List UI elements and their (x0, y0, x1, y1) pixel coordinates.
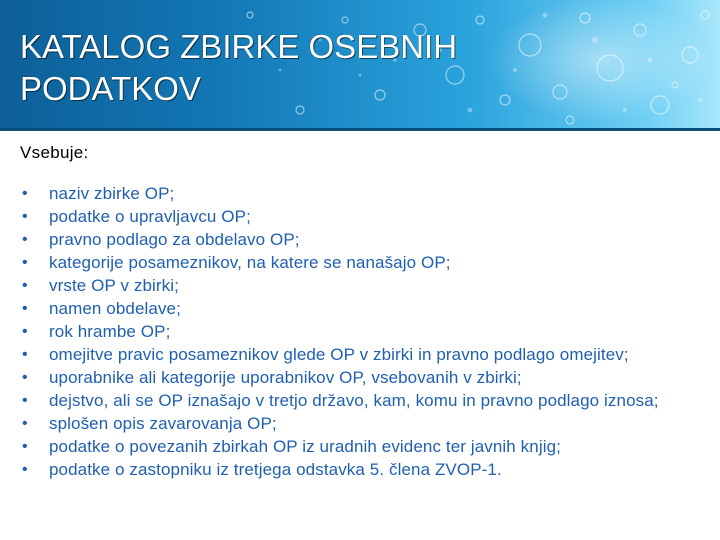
bullet-icon: • (22, 438, 28, 455)
intro-text: Vsebuje: (20, 143, 89, 162)
list-item-text: vrste OP v zbirki; (49, 276, 179, 295)
bullet-icon: • (22, 461, 28, 478)
list-item (22, 435, 702, 458)
slide-title-line1: KATALOG ZBIRKE OSEBNIH (20, 28, 458, 65)
header-banner (0, 0, 720, 131)
bullet-icon: • (22, 208, 28, 225)
bullet-icon: • (22, 185, 28, 202)
bullet-icon: • (22, 254, 28, 271)
list-item-text: naziv zbirke OP; (49, 184, 175, 203)
list-item-text: omejitve pravic posameznikov glede OP v zbirki in pravno podlago omejitev; (49, 345, 629, 364)
header-divider (0, 128, 720, 131)
slide-title (20, 26, 457, 110)
list-item (22, 412, 702, 435)
bullet-list (22, 182, 702, 481)
list-item-text: pravno podlago za obdelavo OP; (49, 230, 300, 249)
bullet-icon: • (22, 392, 28, 409)
list-item-text: namen obdelave; (49, 299, 181, 318)
bullet-icon: • (22, 369, 28, 386)
bullet-icon: • (22, 323, 28, 340)
bullet-icon: • (22, 346, 28, 363)
list-item-text: podatke o povezanih zbirkah OP iz uradnih evidenc ter javnih knjig; (49, 437, 561, 456)
list-item-text: dejstvo, ali se OP iznašajo v tretjo državo, kam, komu in pravno podlago iznosa; (49, 391, 659, 410)
bullet-icon: • (22, 415, 28, 432)
list-item-text: rok hrambe OP; (49, 322, 171, 341)
list-item (22, 297, 702, 320)
list-item (22, 182, 702, 205)
list-item (22, 458, 702, 481)
list-item (22, 251, 702, 274)
list-item (22, 366, 702, 389)
bullet-icon: • (22, 231, 28, 248)
list-item-text: kategorije posameznikov, na katere se nanašajo OP; (49, 253, 451, 272)
list-item (22, 228, 702, 251)
list-item-text: uporabnike ali kategorije uporabnikov OP, vsebovanih v zbirki; (49, 368, 522, 387)
list-item-text: splošen opis zavarovanja OP; (49, 414, 277, 433)
list-item (22, 320, 702, 343)
bullet-icon: • (22, 277, 28, 294)
bullet-icon: • (22, 300, 28, 317)
list-item (22, 274, 702, 297)
list-item-text: podatke o upravljavcu OP; (49, 207, 251, 226)
list-item (22, 389, 702, 412)
list-item (22, 205, 702, 228)
list-item (22, 343, 702, 366)
slide-title-line2: PODATKOV (20, 70, 201, 107)
list-item-text: podatke o zastopniku iz tretjega odstavka 5. člena ZVOP-1. (49, 460, 502, 479)
